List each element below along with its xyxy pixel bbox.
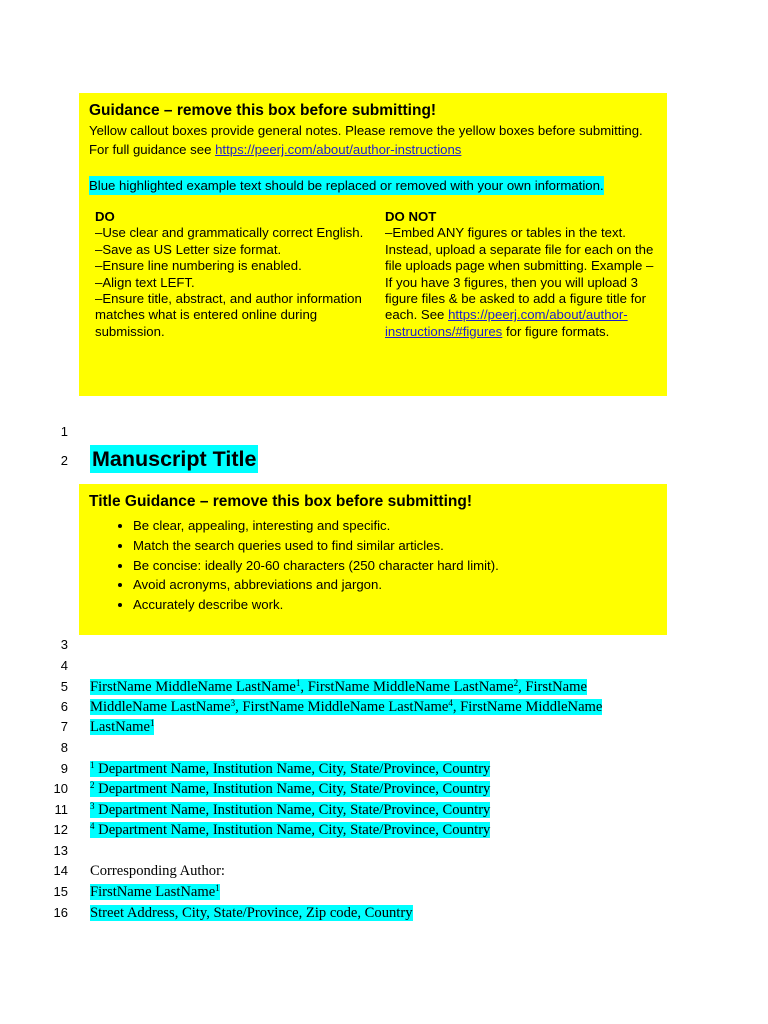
affiliation-text: Department Name, Institution Name, City, State/Province, Country [94, 781, 491, 797]
line-number: 6 [60, 699, 68, 714]
line-number: 1 [60, 424, 68, 439]
author-name: , FirstName MiddleName LastName [300, 679, 514, 695]
line-number: 11 [54, 802, 68, 817]
line-number: 5 [60, 679, 68, 694]
line-number: 4 [60, 658, 68, 673]
guidance-callout [79, 93, 667, 396]
do-not-text [385, 225, 655, 340]
do-item: –Ensure line numbering is enabled. [95, 258, 302, 274]
do-item: –Ensure title, abstract, and author information matches what is entered online during submission. [95, 291, 362, 339]
author-affiliation-mark: 2 [513, 678, 519, 688]
line-number: 8 [60, 740, 68, 755]
author-instructions-link[interactable]: https://peerj.com/about/author-instructions [215, 142, 462, 157]
do-dont-columns [89, 209, 657, 340]
line-number: 10 [53, 781, 68, 796]
author-affiliation-mark: 4 [448, 698, 453, 708]
author-affiliation-mark: 1 [149, 718, 155, 728]
guidance-intro-text: Yellow callout boxes provide general notes. Please remove the yellow boxes before submitting. For full guidance see [89, 123, 643, 157]
corresponding-affiliation-mark: 1 [215, 883, 220, 893]
line-number: 3 [60, 637, 68, 652]
affiliation-text: Department Name, Institution Name, City, State/Province, Country [94, 761, 491, 777]
author-affiliation-mark: 3 [230, 698, 236, 708]
affiliation-mark: 4 [90, 821, 95, 831]
author-name: FirstName MiddleName LastName [90, 679, 296, 695]
affiliation-mark: 1 [90, 760, 95, 770]
corresponding-author-label: Corresponding Author: [90, 863, 225, 879]
guidance-heading: Guidance – remove this box before submitting! [89, 102, 437, 119]
author-name: , FirstName MiddleName LastName [235, 699, 449, 715]
line-number: 14 [53, 863, 68, 878]
do-not-column [385, 209, 655, 340]
do-item: –Use clear and grammatically correct English. [95, 225, 364, 241]
do-not-heading: DO NOT [385, 209, 437, 224]
line-number: 7 [60, 719, 68, 734]
list-item: • Accurately describe work. [133, 595, 657, 615]
authors-line-3 [90, 718, 154, 736]
list-item: • Be clear, appealing, interesting and specific. [133, 516, 657, 536]
line-number: 9 [60, 761, 68, 776]
guidance-intro [89, 121, 657, 159]
line-number: 2 [60, 453, 68, 468]
author-affiliation-mark: 1 [295, 678, 301, 688]
blue-highlight-note: Blue highlighted example text should be replaced or removed with your own information. [89, 178, 604, 193]
title-guidance-callout [79, 484, 667, 635]
figures-instructions-link[interactable]: https://peerj.com/about/author-instructions/#figures [385, 307, 628, 339]
affiliation-text: Department Name, Institution Name, City, State/Province, Country [94, 822, 491, 838]
do-item: –Save as US Letter size format. [95, 241, 282, 257]
corresponding-author-address: Street Address, City, State/Province, Zip code, Country [90, 905, 413, 921]
line-number: 13 [53, 843, 68, 858]
list-item: • Be concise: ideally 20-60 characters (250 character hard limit). [133, 556, 657, 576]
line-number: 12 [53, 822, 68, 837]
affiliation-mark: 3 [90, 801, 95, 811]
manuscript-title: Manuscript Title [92, 447, 257, 471]
affiliation-line [90, 821, 490, 839]
do-item: –Align text LEFT. [95, 274, 195, 290]
title-guidance-heading: Title Guidance – remove this box before submitting! [89, 493, 472, 510]
do-not-body: –Embed ANY figures or tables in the text. Instead, upload a separate file for each on the file uploads page when submitting. Example – If you have 3 figures, then you will upload 3 figure files & be asked to add a figure title for each. See [385, 225, 654, 323]
affiliation-text: Department Name, Institution Name, City, State/Province, Country [94, 802, 491, 818]
do-column [89, 209, 385, 340]
author-name: , FirstName [518, 679, 587, 695]
list-item: • Avoid acronyms, abbreviations and jargon. [133, 575, 657, 595]
line-number: 16 [53, 905, 68, 920]
authors-line-1 [90, 678, 587, 696]
do-not-suffix: for figure formats. [502, 323, 610, 339]
corresponding-author-name-line [90, 883, 220, 901]
line-number: 15 [53, 884, 68, 899]
affiliation-line [90, 801, 490, 819]
author-name: LastName [90, 719, 150, 735]
author-name: MiddleName LastName [90, 699, 231, 715]
authors-line-2 [90, 698, 602, 716]
affiliation-line [90, 780, 490, 798]
affiliation-mark: 2 [90, 780, 95, 790]
do-heading: DO [95, 209, 115, 224]
affiliation-line [90, 760, 490, 778]
list-item: • Match the search queries used to find similar articles. [133, 536, 657, 556]
corresponding-author-name: FirstName LastName [90, 884, 216, 900]
corresponding-author-address-line [90, 904, 413, 922]
title-guidance-list [89, 516, 657, 615]
author-name: , FirstName MiddleName [452, 699, 603, 715]
